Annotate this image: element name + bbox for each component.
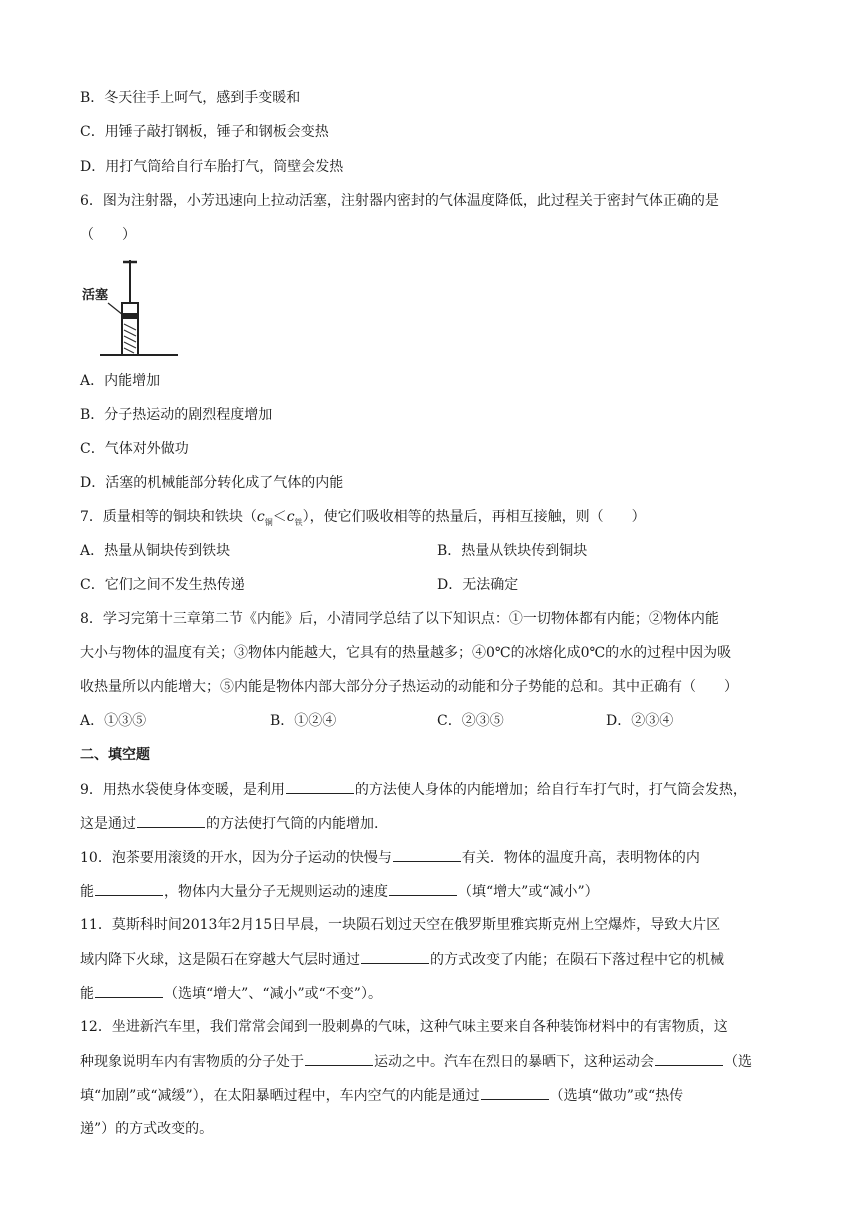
- piston-label: 活塞: [82, 288, 109, 303]
- q8-option-c: C．②③⑤: [437, 713, 504, 729]
- q6-option-c: C．气体对外做功: [80, 441, 189, 457]
- q12-line-1: 12．坐进新汽车里，我们常常会闻到一股刺鼻的气味，这种气味主要来自各种装饰材料中的有害物质，这: [80, 1019, 728, 1035]
- q5-option-d: D．用打气筒给自行车胎打气，筒壁会发热: [80, 159, 344, 175]
- q12-blank-1: [305, 1051, 373, 1066]
- q10-text-4: ，物体内大量分子无规则运动的速度: [164, 884, 388, 900]
- q6-option-a: A．内能增加: [80, 373, 161, 389]
- q11-text-3: 能: [80, 986, 94, 1002]
- q10-text-2: 有关．物体的温度升高，表明物体的内: [461, 850, 700, 866]
- q9-blank-2: [137, 813, 205, 828]
- q6-answer-paren: （ ）: [80, 227, 136, 243]
- q7-option-d: D．无法确定: [437, 577, 519, 593]
- q9-text-4: 的方法使打气筒的内能增加.: [206, 816, 379, 832]
- q10-text-3: 能: [80, 884, 94, 900]
- q9-text-2: 的方法使人身体的内能增加；给自行车打气时，打气筒会发热，: [354, 782, 747, 798]
- q10-text-1: 10．泡茶要用滚烫的开水，因为分子运动的快慢与: [80, 850, 392, 866]
- q12-blank-2: [655, 1051, 723, 1066]
- q12-text-2: 运动之中。汽车在烈日的暴晒下，这种运动会: [374, 1054, 654, 1070]
- section-title-fill-in: 二、填空题: [80, 747, 150, 763]
- q10-blank-3: [389, 881, 457, 896]
- q6-stem: 6．图为注射器，小芳迅速向上拉动活塞，注射器内密封的气体温度降低，此过程关于密封气体正确的是: [80, 193, 719, 209]
- q6-option-d: D．活塞的机械能部分转化成了气体的内能: [80, 475, 344, 491]
- q8-line-2: 大小与物体的温度有关；③物体内能越大，它具有的热量越多；④0℃的冰熔化成0℃的水的过程中因为吸: [80, 645, 732, 661]
- q7-c-symbol: c: [256, 509, 265, 525]
- q12-line-4: 递”）的方式改变的。: [80, 1121, 214, 1137]
- q11-line-3: [80, 983, 382, 1004]
- q11-line-2: [80, 949, 724, 970]
- q8-option-b: B．①②④: [270, 713, 337, 729]
- q11-text-1: 域内降下火球，这是陨石在穿越大气层时通过: [80, 952, 360, 968]
- q7-sub-iron: 铁: [294, 517, 303, 527]
- q7-sub-copper: 铜: [264, 517, 273, 527]
- syringe-figure: [80, 258, 180, 358]
- q8-line-3: 收热量所以内能增大；⑤内能是物体内部大部分分子热运动的动能和分子势能的总和。其中正确有（ ）: [80, 679, 738, 695]
- q8-option-d: D．②③④: [606, 713, 674, 729]
- q12-line-3: [80, 1085, 683, 1106]
- q12-text-4: 填“加剧”或“减缓”），在太阳暴晒过程中，车内空气的内能是通过: [80, 1088, 480, 1104]
- q7-stem-start: 7．质量相等的铜块和铁块（: [80, 509, 257, 525]
- q10-line-2: [80, 881, 599, 902]
- q7-stem-end: ），使它们吸收相等的热量后，再相互接触，则（ ）: [302, 509, 646, 525]
- q10-blank-1: [393, 847, 461, 862]
- q11-blank-2: [95, 983, 163, 998]
- q10-text-5: （填“增大”或“减小”）: [458, 884, 599, 900]
- q7-c-symbol-2: c: [286, 509, 295, 525]
- q12-text-5: （选填“做功”或“热传: [549, 1088, 684, 1104]
- q9-text-3: 这是通过: [80, 816, 136, 832]
- q6-option-b: B．分子热运动的剧烈程度增加: [80, 407, 273, 423]
- q12-text-3: （选: [724, 1054, 752, 1070]
- q9-text-1: 9．用热水袋使身体变暖，是利用: [80, 782, 285, 798]
- q10-blank-2: [95, 881, 163, 896]
- q5-option-b: B．冬天往手上呵气，感到手变暖和: [80, 90, 301, 106]
- q7-stem: [80, 507, 646, 533]
- q11-blank-1: [361, 949, 429, 964]
- q9-line-1: [80, 779, 747, 800]
- q11-line-1: 11．莫斯科时间2013年2月15日早晨，一块陨石划过天空在俄罗斯里雅宾斯克州上空爆炸，导致大片区: [80, 917, 721, 933]
- q10-line-1: [80, 847, 700, 868]
- q7-option-a: A．热量从铜块传到铁块: [80, 543, 231, 559]
- q9-blank-1: [286, 779, 354, 794]
- q8-line-1: 8．学习完第十三章第二节《内能》后，小清同学总结了以下知识点：①一切物体都有内能；②物体内能: [80, 611, 719, 627]
- q7-less-than: ＜: [272, 509, 287, 525]
- q12-blank-3: [481, 1085, 549, 1100]
- q11-text-4: （选填“增大”、“减小”或“不变”）。: [164, 986, 382, 1002]
- q7-option-c: C．它们之间不发生热传递: [80, 577, 245, 593]
- q12-text-1: 种现象说明车内有害物质的分子处于: [80, 1054, 304, 1070]
- q7-option-b: B．热量从铁块传到铜块: [437, 543, 588, 559]
- q9-line-2: [80, 813, 378, 834]
- q8-option-a: A．①③⑤: [80, 713, 147, 729]
- q12-line-2: [80, 1051, 752, 1072]
- syringe-icon: [80, 258, 180, 358]
- q5-option-c: C．用锤子敲打钢板，锤子和钢板会变热: [80, 124, 329, 140]
- q11-text-2: 的方式改变了内能；在陨石下落过程中它的机械: [430, 952, 724, 968]
